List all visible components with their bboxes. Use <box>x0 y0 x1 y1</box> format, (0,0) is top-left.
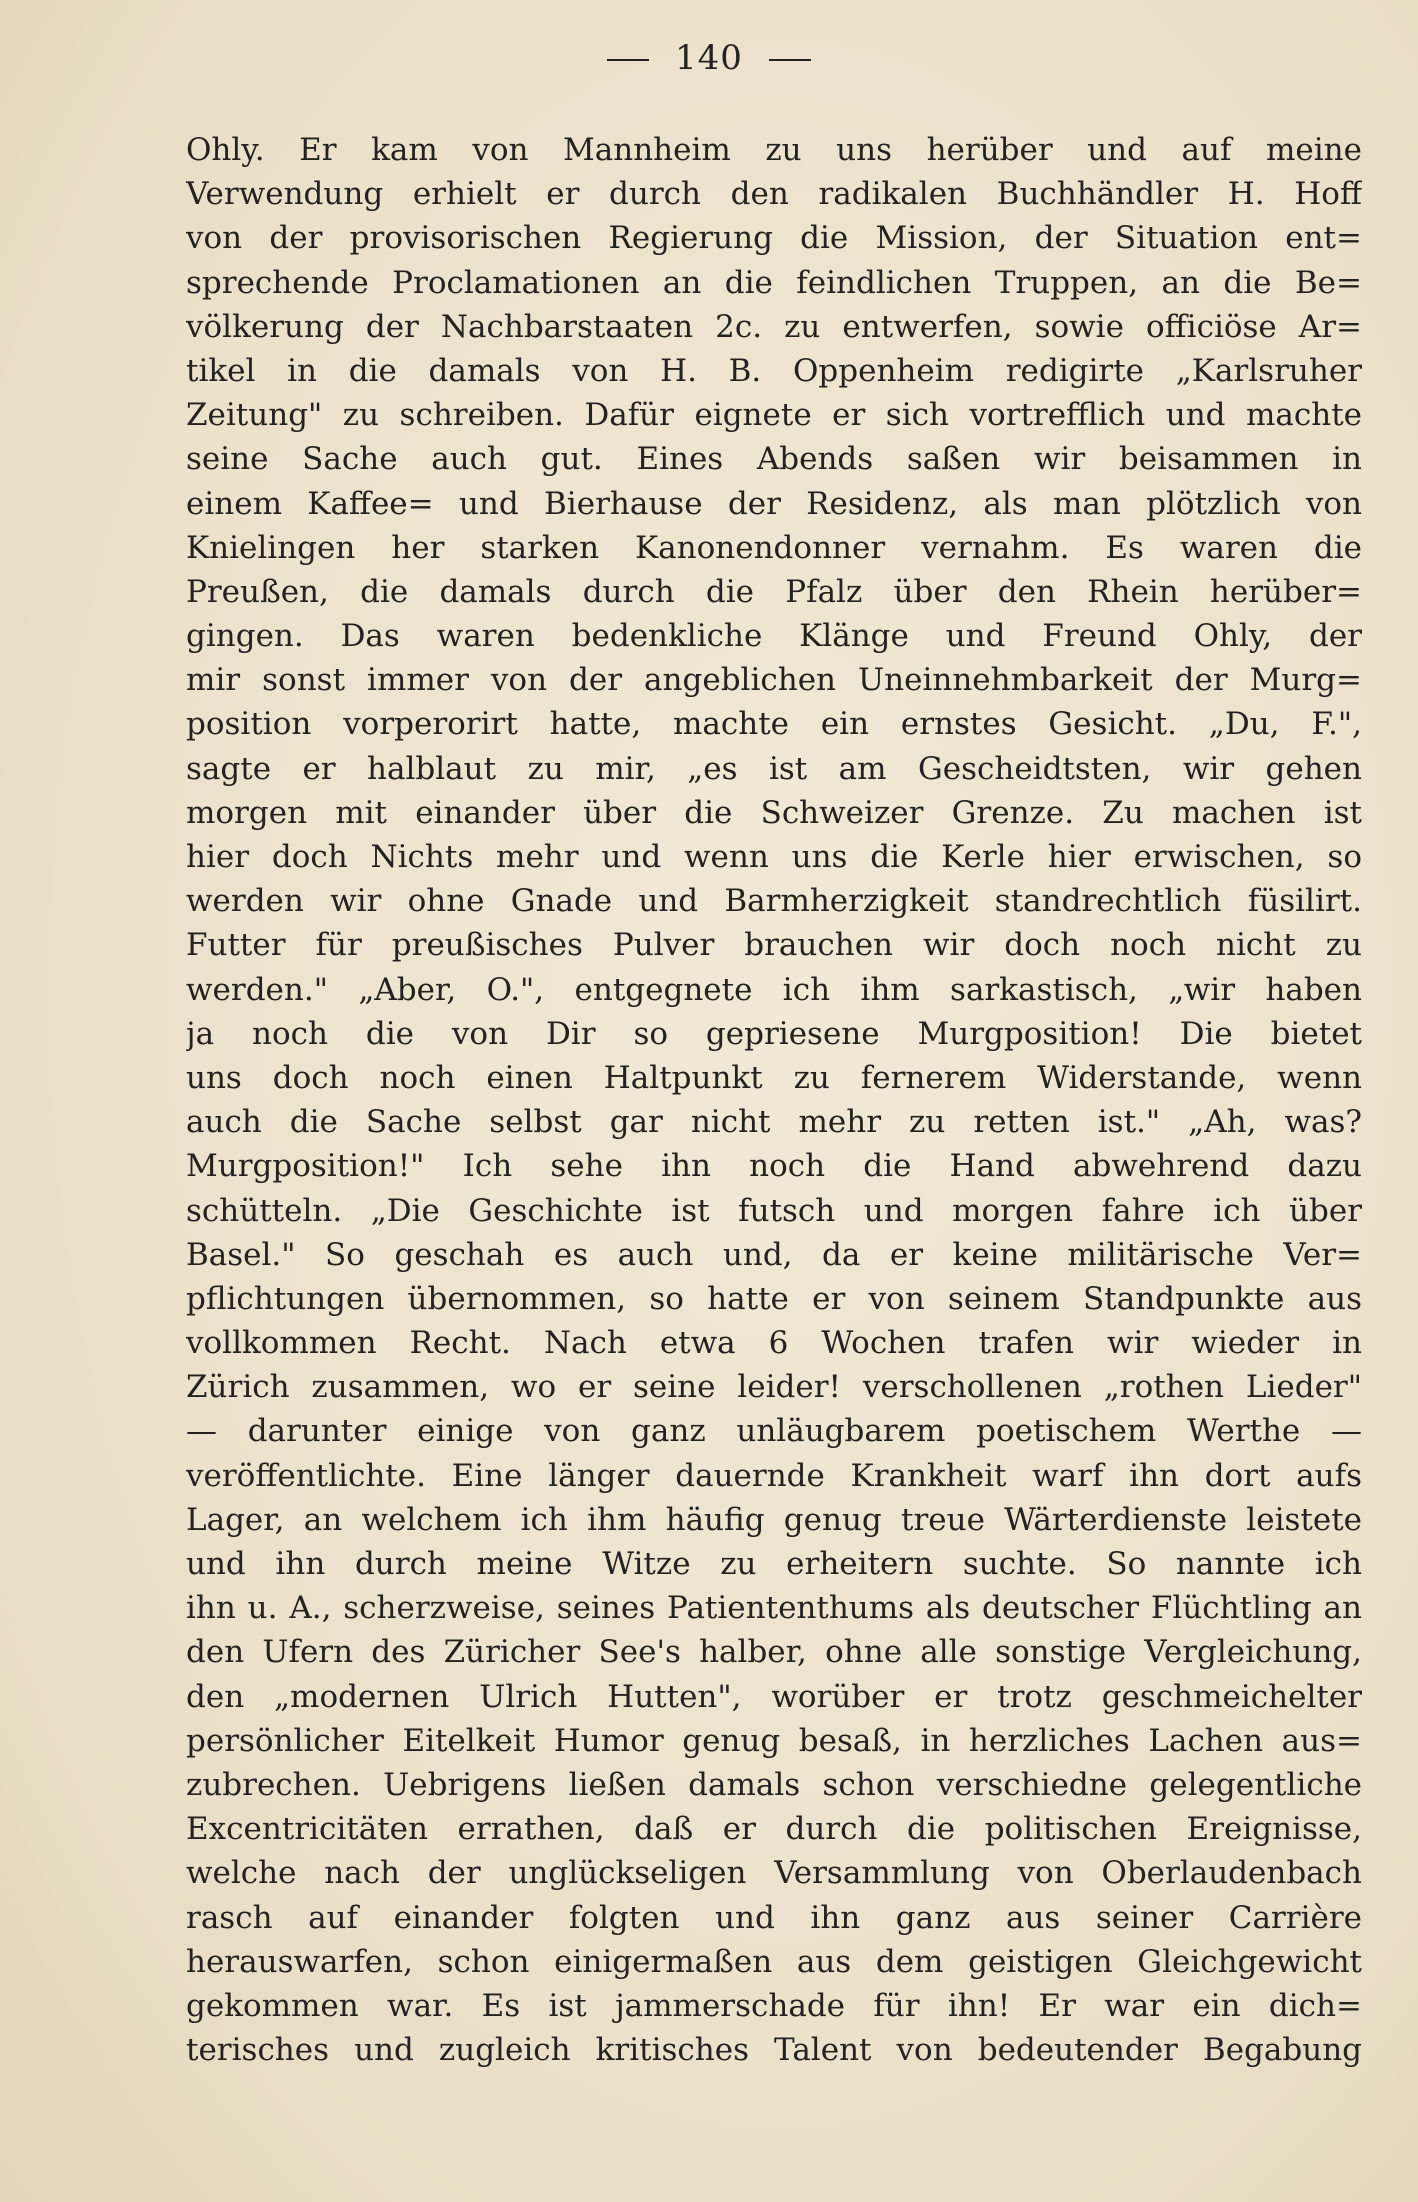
text-line: Knielingen her starken Kanonendonner vernahm. Es waren die <box>186 529 1362 566</box>
text-line: ihn u. A., scherzweise, seines Patiententhums als deutscher Flüchtling an <box>186 1590 1362 1627</box>
text-line: zubrechen. Uebrigens ließen damals schon verschiedne gelegentliche <box>186 1766 1362 1803</box>
text-line: den Ufern des Züricher See's halber, ohne alle sonstige Vergleichung, <box>186 1634 1362 1671</box>
text-line: sagte er halblaut zu mir, „es ist am Gescheidtsten, wir gehen <box>186 750 1362 787</box>
text-line: und ihn durch meine Witze zu erheitern suchte. So nannte ich <box>186 1546 1362 1582</box>
text-line: gekommen war. Es ist jammerschade für ihn! Er war ein dich= <box>186 1987 1362 2024</box>
text-line: ja noch die von Dir so gepriesene Murgposition! Die bietet <box>186 1015 1362 1052</box>
text-line: Preußen, die damals durch die Pfalz über den Rhein herüber= <box>186 573 1362 610</box>
text-line: werden wir ohne Gnade und Barmherzigkeit standrechtlich füsilirt. <box>186 883 1362 920</box>
text-line: rasch auf einander folgten und ihn ganz aus seiner Carrière <box>186 1899 1362 1936</box>
page-header <box>0 38 1418 78</box>
text-line: Futter für preußisches Pulver brauchen wir doch noch nicht zu <box>186 927 1362 964</box>
text-line: uns doch noch einen Haltpunkt zu fernerem Widerstande, wenn <box>186 1059 1362 1096</box>
text-line: position vorperorirt hatte, machte ein ernstes Gesicht. „Du, F.", <box>186 706 1362 743</box>
text-line: einem Kaffee= und Bierhause der Residenz, als man plötzlich von <box>186 485 1362 522</box>
text-line: Basel." So geschah es auch und, da er keine militärische Ver= <box>186 1236 1362 1273</box>
text-line: veröffentlichte. Eine länger dauernde Krankheit warf ihn dort aufs <box>186 1457 1362 1494</box>
text-line: Lager, an welchem ich ihm häufig genug treue Wärterdienste leistete <box>186 1501 1362 1538</box>
text-line: gingen. Das waren bedenkliche Klänge und Freund Ohly, der <box>186 618 1362 655</box>
text-line: herauswarfen, schon einigermaßen aus dem geistigen Gleichgewicht <box>186 1943 1362 1980</box>
text-line: welche nach der unglückseligen Versammlung von Oberlaudenbach <box>186 1855 1362 1892</box>
text-line: hier doch Nichts mehr und wenn uns die Kerle hier erwischen, so <box>186 839 1362 875</box>
text-line: Ohly. Er kam von Mannheim zu uns herüber und auf meine <box>186 132 1362 168</box>
text-line: vollkommen Recht. Nach etwa 6 Wochen trafen wir wieder in <box>186 1325 1362 1362</box>
text-line: terisches und zugleich kritisches Talent von bedeutender Begabung <box>186 2032 1362 2069</box>
text-line: den „modernen Ulrich Hutten", worüber er trotz geschmeichelter <box>186 1678 1362 1715</box>
text-line: Murgposition!" Ich sehe ihn noch die Hand abwehrend dazu <box>186 1148 1362 1185</box>
header-dash-right <box>769 59 811 61</box>
page-number: 140 <box>675 38 743 78</box>
text-line: völkerung der Nachbarstaaten 2c. zu entwerfen, sowie officiöse Ar= <box>186 308 1362 345</box>
text-line: auch die Sache selbst gar nicht mehr zu retten ist." „Ah, was? <box>186 1104 1362 1141</box>
text-line: Excentricitäten errathen, daß er durch die politischen Ereignisse, <box>186 1811 1362 1848</box>
body-text <box>186 128 1362 2072</box>
text-line: pflichtungen übernommen, so hatte er von seinem Standpunkte aus <box>186 1280 1362 1317</box>
text-line: persönlicher Eitelkeit Humor genug besaß, in herzliches Lachen aus= <box>186 1722 1362 1759</box>
text-line: seine Sache auch gut. Eines Abends saßen wir beisammen in <box>186 441 1362 478</box>
text-line: morgen mit einander über die Schweizer Grenze. Zu machen ist <box>186 794 1362 831</box>
text-line: — darunter einige von ganz unläugbarem poetischem Werthe — <box>186 1413 1362 1450</box>
text-line: tikel in die damals von H. B. Oppenheim redigirte „Karlsruher <box>186 352 1362 389</box>
text-line: Verwendung erhielt er durch den radikalen Buchhändler H. Hoff <box>186 176 1362 213</box>
text-line: von der provisorischen Regierung die Mission, der Situation ent= <box>186 220 1362 257</box>
text-line: schütteln. „Die Geschichte ist futsch und morgen fahre ich über <box>186 1192 1362 1229</box>
text-line: werden." „Aber, O.", entgegnete ich ihm sarkastisch, „wir haben <box>186 971 1362 1008</box>
text-line: mir sonst immer von der angeblichen Uneinnehmbarkeit der Murg= <box>186 662 1362 699</box>
text-line: sprechende Proclamationen an die feindlichen Truppen, an die Be= <box>186 264 1362 301</box>
text-line: Zürich zusammen, wo er seine leider! verschollenen „rothen Lieder" <box>186 1369 1362 1406</box>
header-dash-left <box>607 59 649 61</box>
text-line: Zeitung" zu schreiben. Dafür eignete er sich vortrefflich und machte <box>186 397 1362 434</box>
